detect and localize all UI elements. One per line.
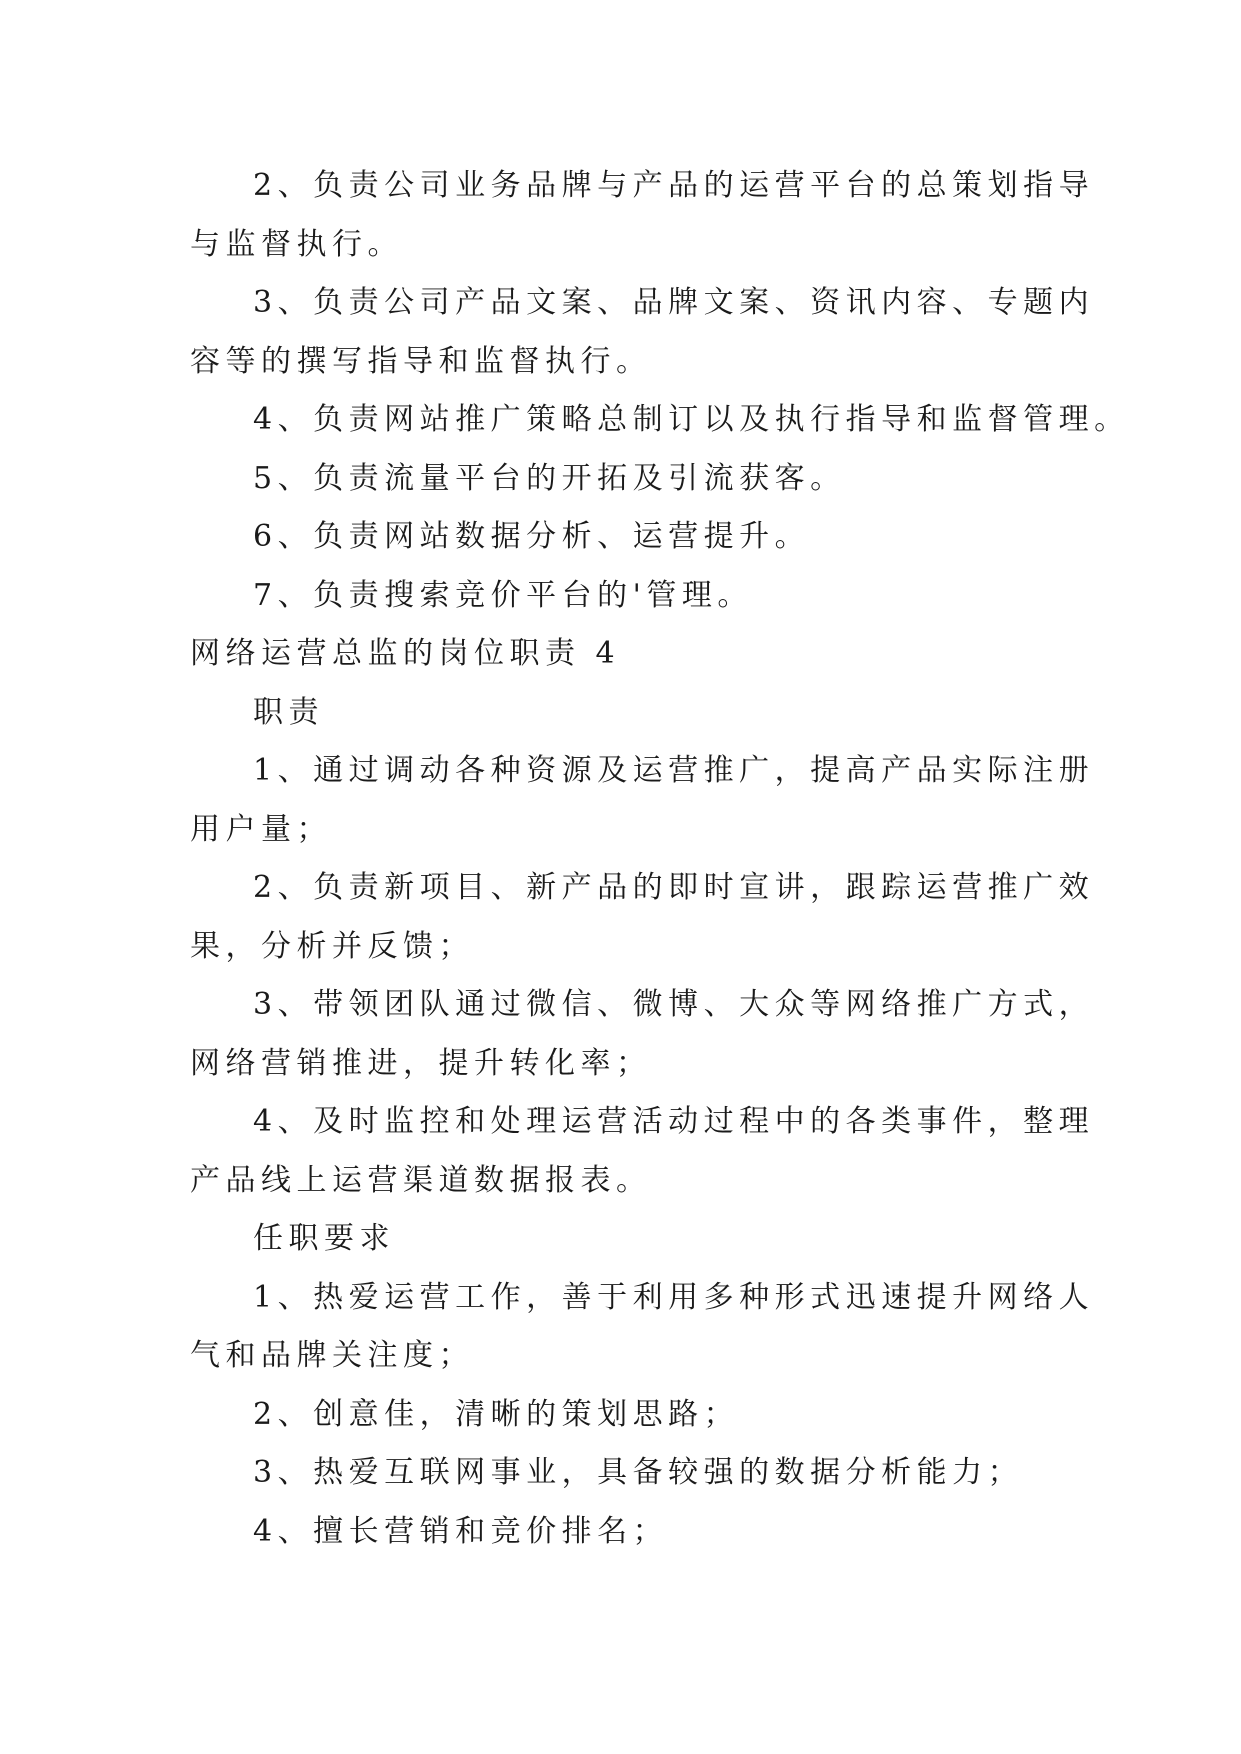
text-line: 2、创意佳，清晰的策划思路； (253, 1396, 740, 1432)
document-body (190, 157, 1130, 1561)
section-heading: 网络运营总监的岗位职责 4 (190, 636, 621, 671)
text-line: 果，分析并反馈； (190, 928, 474, 964)
text-line: 2、负责公司业务品牌与产品的运营平台的总策划指导 (253, 168, 1095, 203)
text-line: 3、带领团队通过微信、微博、大众等网络推广方式， (253, 987, 1095, 1022)
text-line: 气和品牌关注度； (190, 1338, 474, 1373)
text-line: 用户量； (190, 811, 332, 847)
subheading-requirements: 任职要求 (253, 1221, 395, 1256)
subheading-duties: 职责 (253, 694, 324, 730)
text-line: 4、及时监控和处理运营活动过程中的各类事件，整理 (253, 1104, 1095, 1139)
text-line: 4、负责网站推广策略总制订以及执行指导和监督管理。 (253, 402, 1130, 437)
text-line: 1、通过调动各种资源及运营推广，提高产品实际注册 (253, 753, 1095, 788)
text-line: 5、负责流量平台的开拓及引流获客。 (253, 460, 846, 496)
text-line: 容等的撰写指导和监督执行。 (190, 343, 652, 379)
text-line: 2、负责新项目、新产品的即时宣讲，跟踪运营推广效 (253, 870, 1095, 905)
text-line: 1、热爱运营工作，善于利用多种形式迅速提升网络人 (253, 1279, 1095, 1315)
text-line: 3、负责公司产品文案、品牌文案、资讯内容、专题内 (253, 285, 1095, 320)
text-line: 4、擅长营销和竞价排名； (253, 1513, 669, 1549)
text-line: 产品线上运营渠道数据报表。 (190, 1162, 652, 1198)
text-line: 网络营销推进，提升转化率； (190, 1045, 652, 1081)
text-line: 7、负责搜索竞价平台的'管理。 (253, 577, 753, 613)
text-line: 6、负责网站数据分析、运营提升。 (253, 519, 811, 554)
text-line: 3、热爱互联网事业，具备较强的数据分析能力； (253, 1455, 1024, 1490)
text-line: 与监督执行。 (190, 226, 403, 262)
